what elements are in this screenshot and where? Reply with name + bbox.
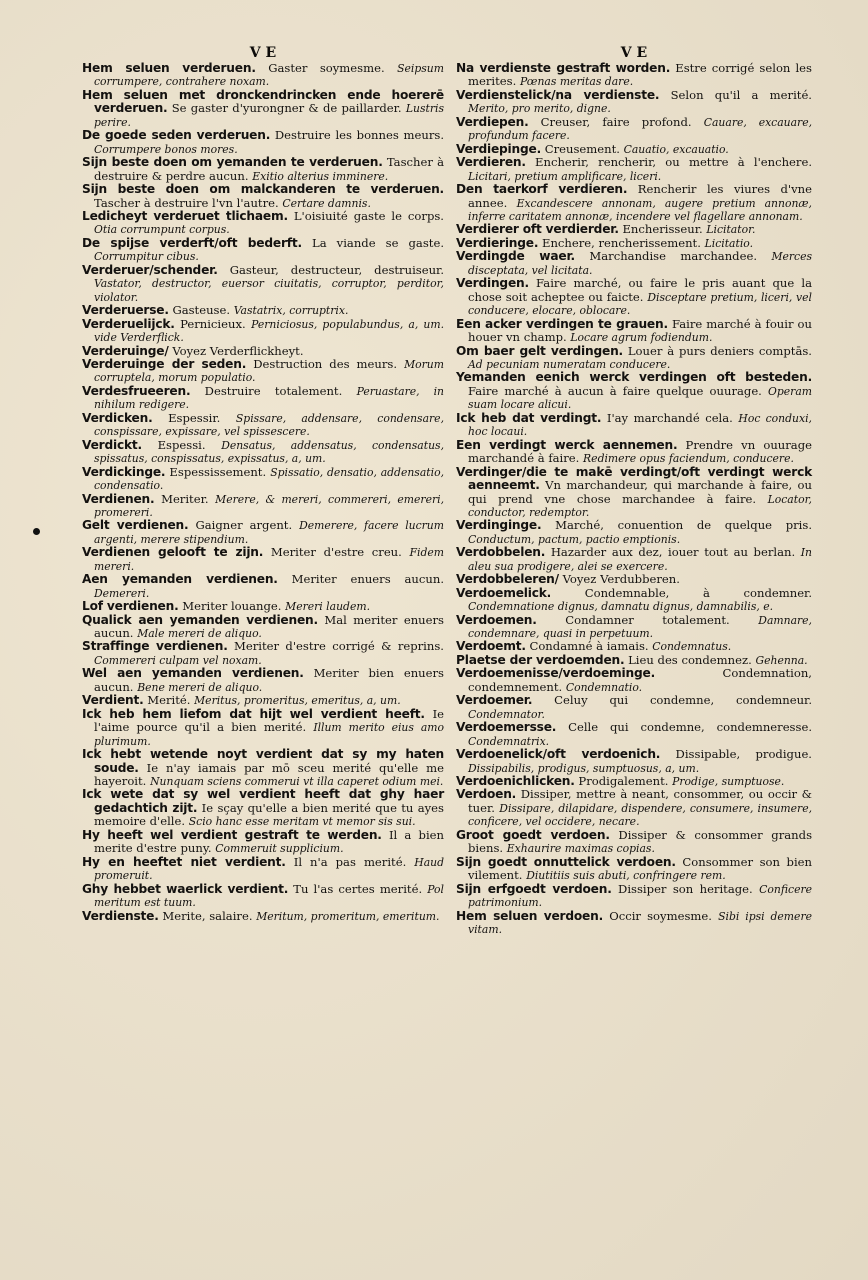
dictionary-entry xyxy=(456,62,812,89)
dictionary-entry xyxy=(456,748,812,775)
entry-latin: Male mereri de aliquo. xyxy=(137,627,262,641)
entry-headword: Na verdienste gestraft worden. xyxy=(456,61,671,75)
entry-french: Destruction des meurs. xyxy=(253,356,398,371)
dictionary-entry xyxy=(82,788,444,828)
entry-headword: De spijse verderft/oft bederft. xyxy=(82,235,302,250)
entry-latin: Cauatio, excauatio. xyxy=(623,142,729,156)
entry-french: Celuy qui condemne, condemneur. xyxy=(554,693,812,708)
entry-french: Meriter d'estre corrigé & reprins. xyxy=(234,639,444,654)
entry-latin: Mereri laudem. xyxy=(285,600,370,614)
dictionary-entry xyxy=(456,667,812,694)
dictionary-entry xyxy=(456,788,812,828)
entry-french: Lieu des condemnez. xyxy=(628,652,752,667)
entry-french: Occir soymesme. xyxy=(609,908,712,923)
entry-latin: Lustris perire. xyxy=(94,102,445,129)
entry-latin: Merere, & mereri, commereri, emereri, promereri. xyxy=(94,492,444,519)
dictionary-entry xyxy=(456,116,812,143)
entry-french: Celle qui condemne, condemneresse. xyxy=(568,720,812,735)
dictionary-entry xyxy=(82,237,444,264)
entry-french: Condamner totalement. xyxy=(565,612,730,627)
dictionary-entry xyxy=(82,614,444,641)
entry-headword: Verderuinge der seden. xyxy=(82,356,247,371)
entry-french: Marchandise marchandee. xyxy=(589,249,758,264)
dictionary-entry xyxy=(456,412,812,439)
entry-latin: Morum corruptela, morum populatio. xyxy=(94,357,445,385)
entry-french: Rencherir les viures d'vne annee. xyxy=(468,182,812,210)
entry-latin: Haud promeruit. xyxy=(94,855,444,883)
dictionary-entry xyxy=(456,318,812,345)
entry-latin: Bene mereri de aliquo. xyxy=(137,680,263,694)
entry-headword: Ick heb hem liefom dat hijt wel verdient heeft. xyxy=(82,706,425,721)
dictionary-entry xyxy=(82,385,444,412)
dictionary-entry xyxy=(456,143,812,156)
entry-headword: Verdoemt. xyxy=(456,639,526,654)
dictionary-entry xyxy=(456,654,812,667)
entry-headword: Verdoemen. xyxy=(456,612,537,627)
dictionary-entry xyxy=(82,304,444,317)
entry-latin: Merito, pro merito, digne. xyxy=(468,102,611,116)
entry-french: Encherir, rencherir, ou mettre à l'enchere. xyxy=(535,155,813,170)
entry-french: Gaster soymesme. xyxy=(268,61,385,75)
entry-headword: Verdienen. xyxy=(82,491,155,506)
entry-headword: Om baer gelt verdingen. xyxy=(456,343,623,358)
entry-headword: Verdoemelick. xyxy=(456,585,552,600)
entry-headword: Een verdingt werck aennemen. xyxy=(456,437,678,452)
dictionary-entry xyxy=(82,600,444,613)
entry-headword: Verdienen gelooft te zijn. xyxy=(82,545,264,560)
entry-french: Creuser, faire profond. xyxy=(540,114,692,129)
entry-latin: Redimere opus faciendum, conducere. xyxy=(583,452,794,466)
dictionary-entry xyxy=(456,587,812,614)
dictionary-entry xyxy=(456,856,812,883)
entry-headword: Verdobbelen. xyxy=(456,545,546,560)
dictionary-entry xyxy=(82,640,444,667)
entry-headword: Verdiepinge. xyxy=(456,141,542,156)
dictionary-entry xyxy=(456,721,812,748)
entry-latin: Conficere patrimonium. xyxy=(468,882,813,910)
entry-french: I'ay marchandé cela. xyxy=(606,410,733,425)
entry-headword: Straffinge verdienen. xyxy=(82,639,228,654)
dictionary-entry xyxy=(82,573,444,600)
dictionary-entry xyxy=(456,466,812,520)
entry-latin: Condemnatus. xyxy=(652,640,732,654)
entry-french: Espessir. xyxy=(168,410,221,425)
dictionary-entry xyxy=(82,694,444,707)
entry-latin: Meritum, promeritum, emeritum. xyxy=(256,909,440,923)
entry-latin: Licitari, pretium amplificare, liceri. xyxy=(468,169,662,183)
entry-latin: Merces disceptata, vel licitata. xyxy=(468,250,813,277)
entry-latin: Hoc conduxi, hoc locaui. xyxy=(468,411,812,439)
entry-french: Espessissement. xyxy=(169,464,267,479)
entry-french: Hazarder aux dez, iouer tout au berlan. xyxy=(550,545,796,560)
dictionary-entry xyxy=(82,546,444,573)
entry-french: Marché, conuention de quelque pris. xyxy=(555,518,813,533)
entry-headword: Verdieringe. xyxy=(456,235,539,250)
entry-french: Tascher à destruire l'vn l'autre. xyxy=(94,195,279,210)
entry-latin: Seipsum corrumpere, contrahere noxam. xyxy=(94,62,444,89)
entry-french: Voyez Verdubberen. xyxy=(562,572,680,587)
entry-headword: Hem seluen verderuen. xyxy=(82,61,256,75)
entry-headword: Ick wete dat sy wel verdient heeft dat ghy haer gedachtich zijt. xyxy=(82,787,444,815)
dictionary-entry xyxy=(456,883,812,910)
right-column-header: V E xyxy=(620,45,648,61)
entry-french: Estre corrigé selon les merites. xyxy=(468,61,812,89)
entry-headword: Ick heb dat verdingt. xyxy=(456,410,602,425)
entry-headword: Verdiepen. xyxy=(456,114,529,129)
entry-headword: Wel aen yemanden verdienen. xyxy=(82,666,304,681)
entry-french: Ie l'aime pource qu'il a bien merité. xyxy=(94,706,445,735)
dictionary-entry xyxy=(82,156,444,183)
entry-latin: Sibi ipsi demere vitam. xyxy=(468,909,812,936)
entry-latin: Licitatio. xyxy=(704,236,754,250)
entry-french: Consommer son bien vilement. xyxy=(468,854,812,883)
entry-french: Meriter. xyxy=(161,491,209,506)
entry-latin: Licitator. xyxy=(706,223,756,237)
entry-headword: Sijn beste doen om yemanden te verderuen. xyxy=(82,155,383,170)
dictionary-entry xyxy=(456,250,812,277)
entry-french: Prendre vn ouurage marchandé à faire. xyxy=(468,437,812,466)
left-column-header: V E xyxy=(249,45,277,61)
entry-latin: Condemnator. xyxy=(468,707,545,721)
entry-latin: Pol meritum est tuum. xyxy=(94,882,444,910)
entry-latin: Densatus, addensatus, condensatus, spissatus, conspissatus, expissatus, a, um. xyxy=(94,438,445,466)
entry-french: Voyez Verderflickheyt. xyxy=(172,343,304,358)
entry-latin: Cauare, excauare, profundum facere. xyxy=(468,115,813,143)
dictionary-entry xyxy=(456,277,812,317)
entry-french: Encherisseur. xyxy=(622,222,703,237)
entry-headword: Verdoemersse. xyxy=(456,720,557,735)
dictionary-entry xyxy=(456,829,812,856)
entry-headword: Sijn erfgoedt verdoen. xyxy=(456,881,612,896)
entry-french: Condemnation, condemnement. xyxy=(468,666,812,694)
entry-headword: Ick hebt wetende noyt verdient dat sy my haten soude. xyxy=(82,747,444,775)
entry-latin: Demerere, facere lucrum argenti, merere stipendium. xyxy=(94,519,445,546)
entry-french: La viande se gaste. xyxy=(312,235,444,250)
entry-french: Gasteuse. xyxy=(172,303,231,318)
dictionary-entry xyxy=(456,345,812,372)
dictionary-entry xyxy=(82,667,444,694)
entry-headword: Verderuer/schender. xyxy=(82,262,218,277)
entry-french: Dissiper son heritage. xyxy=(618,881,753,896)
entry-french: Mal meriter enuers aucun. xyxy=(94,612,444,641)
dictionary-entry xyxy=(456,640,812,653)
entry-french: Gasteur, destructeur, destruiseur. xyxy=(229,262,445,277)
entry-headword: Plaetse der verdoemden. xyxy=(456,652,625,667)
dictionary-entry xyxy=(456,694,812,721)
dictionary-entry xyxy=(456,910,812,937)
entry-latin: Damnare, condemnare, quasi in perpetuum. xyxy=(468,613,812,641)
entry-headword: Verdickt. xyxy=(82,437,142,452)
entry-french: Louer à purs deniers comptās. xyxy=(627,343,812,358)
entry-french: Tu l'as certes merité. xyxy=(293,881,423,896)
entry-headword: Verdoen. xyxy=(456,787,517,802)
entry-french: Vn marchandeur, qui marchande à faire, ou qui prend vne chose marchandee à faire. xyxy=(468,478,813,506)
entry-headword: Verdoenichlicken. xyxy=(456,774,575,789)
entry-headword: Verdingen. xyxy=(456,276,529,291)
dictionary-entry xyxy=(82,910,444,923)
entry-headword: Een acker verdingen te grauen. xyxy=(456,316,668,331)
dictionary-entry xyxy=(456,223,812,236)
dictionary-entry xyxy=(456,183,812,223)
entry-french: Destruire les bonnes meurs. xyxy=(274,128,444,143)
dictionary-entry xyxy=(456,439,812,466)
entry-latin: Pœnas meritas dare. xyxy=(519,75,634,89)
entry-headword: Den taerkorf verdieren. xyxy=(456,182,628,197)
dictionary-entry xyxy=(82,439,444,466)
entry-french: Creusement. xyxy=(544,141,620,156)
entry-latin: Dissipabilis, prodigus, sumptuosus, a, um. xyxy=(468,761,700,775)
entry-latin: Condemnatrix. xyxy=(468,734,550,748)
entry-latin: Dissipare, dilapidare, dispendere, consumere, insumere, conficere, vel occidere, necare. xyxy=(468,801,813,829)
entry-latin: Commereri culpam vel noxam. xyxy=(94,653,262,667)
entry-french: Il a bien merite d'estre puny. xyxy=(94,827,444,856)
entry-french: Meriter louange. xyxy=(182,599,282,614)
entry-french: Il n'a pas merité. xyxy=(293,854,407,869)
entry-french: Se gaster d'yurongner & de paillarder. xyxy=(171,101,402,116)
entry-french: Tascher à destruire & perdre aucun. xyxy=(94,155,444,183)
entry-headword: Verdinginge. xyxy=(456,518,542,533)
entry-latin: Ad pecuniam numeratam conducere. xyxy=(468,357,671,371)
dictionary-entry xyxy=(82,748,444,788)
entry-latin: Conductum, pactum, pactio emptionis. xyxy=(468,532,681,546)
entry-latin: Locator, conductor, redemptor. xyxy=(468,492,812,519)
left-column xyxy=(82,45,444,923)
entry-headword: Hy heeft wel verdient gestraft te werden. xyxy=(82,827,382,842)
entry-latin: Spissatio, densatio, addensatio, condensatio. xyxy=(94,465,445,493)
entry-french: Gaigner argent. xyxy=(195,518,293,533)
entry-headword: Aen yemanden verdienen. xyxy=(82,572,278,587)
entry-headword: Sijn beste doen om malckanderen te verderuen. xyxy=(82,182,444,197)
dictionary-entry xyxy=(82,345,444,358)
entry-french: Dissipable, prodigue. xyxy=(675,747,812,762)
dictionary-entry xyxy=(82,129,444,156)
entry-latin: Nunquam sciens commerui vt illa caperet odium mei. xyxy=(150,775,444,789)
entry-french: Ie n'ay iamais par mō sceu merité qu'elle me hayeroit. xyxy=(94,760,444,789)
entry-french: Espessi. xyxy=(157,437,206,452)
entry-latin: Corrumpere bonos mores. xyxy=(94,142,238,156)
entry-headword: De goede seden verderuen. xyxy=(82,128,271,143)
entry-french: Meriter bien enuers aucun. xyxy=(94,666,444,694)
dictionary-entry xyxy=(82,264,444,304)
entry-french: Selon qu'il a merité. xyxy=(670,87,812,102)
entry-french: Pernicieux. xyxy=(180,316,246,331)
entry-headword: Verdicken. xyxy=(82,410,153,425)
entry-latin: Prodige, sumptuose. xyxy=(672,775,785,789)
entry-latin: Vastatrix, corruptrix. xyxy=(233,304,349,318)
dictionary-entry xyxy=(82,358,444,385)
dictionary-entry xyxy=(82,210,444,237)
entry-french: Condemnable, à condemner. xyxy=(584,585,813,600)
entry-latin: Diutitiis suis abuti, confringere rem. xyxy=(526,869,726,883)
dictionary-entry xyxy=(456,519,812,546)
entry-headword: Ghy hebbet waerlick verdient. xyxy=(82,881,289,896)
entry-headword: Verdienstelick/na verdienste. xyxy=(456,87,660,102)
entry-french: Dissiper & consommer grands biens. xyxy=(468,827,813,856)
dictionary-entry xyxy=(456,775,812,788)
entry-latin: Spissare, addensare, condensare, conspissare, expissare, vel spissescere. xyxy=(94,411,445,439)
entry-french: Ie sçay qu'elle a bien merité que tu ayes memoire d'elle. xyxy=(94,800,444,829)
entry-headword: Hem seluen verdoen. xyxy=(456,908,604,923)
entry-french: Faire marché à fouir ou houer vn champ. xyxy=(468,316,813,345)
right-column xyxy=(456,45,812,936)
entry-french: Condamné à iamais. xyxy=(529,639,649,654)
entry-latin: In aleu sua prodigere, alei se exercere. xyxy=(468,546,812,573)
dictionary-entry xyxy=(82,412,444,439)
dictionary-entry xyxy=(82,89,444,129)
entry-latin: Condemnatione dignus, damnatu dignus, damnabilis, e. xyxy=(468,600,774,614)
entry-headword: Hy en heeftet niet verdient. xyxy=(82,854,286,869)
entry-headword: Qualick aen yemanden verdienen. xyxy=(82,612,318,627)
entry-latin: Exhaurire maximas copias. xyxy=(506,842,655,856)
entry-headword: Verdoemenisse/verdoeminge. xyxy=(456,666,656,681)
entry-latin: Gehenna. xyxy=(755,653,808,667)
entry-latin: Demereri. xyxy=(94,586,150,600)
dictionary-entry xyxy=(82,318,444,345)
dictionary-entry xyxy=(456,614,812,641)
entry-headword: Verdieren. xyxy=(456,155,526,170)
dictionary-entry xyxy=(82,883,444,910)
margin-bullet-mark xyxy=(33,528,40,535)
entry-latin: Exitio alterius imminere. xyxy=(252,169,389,183)
entry-french: Merité. xyxy=(147,693,191,708)
dictionary-entry xyxy=(82,493,444,520)
dictionary-entry xyxy=(82,829,444,856)
entry-headword: Ledicheyt verderuet tlichaem. xyxy=(82,208,288,223)
entry-latin: Locare agrum fodiendum. xyxy=(570,331,713,345)
entry-latin: Certare damnis. xyxy=(282,196,371,210)
entry-latin: Illum merito eius amo plurimum. xyxy=(94,721,445,748)
entry-headword: Sijn goedt onnuttelick verdoen. xyxy=(456,854,676,869)
right-entry-list xyxy=(456,62,812,936)
entry-french: Enchere, rencherissement. xyxy=(541,235,701,250)
entry-latin: Peruastare, in nihilum redigere. xyxy=(94,384,445,412)
entry-french: Meriter d'estre creu. xyxy=(270,545,402,560)
entry-french: Faire marché à aucun à faire quelque ouurage. xyxy=(468,383,762,398)
entry-latin: Disceptare pretium, liceri, vel conducere, elocare, oblocare. xyxy=(468,290,812,318)
entry-latin: Scio hanc esse meritam vt memor sis sui. xyxy=(188,815,416,829)
dictionary-entry xyxy=(456,237,812,250)
dictionary-entry xyxy=(456,546,812,573)
entry-headword: Verderuinge/ xyxy=(82,343,169,358)
entry-french: L'oisiuité gaste le corps. xyxy=(293,208,444,223)
entry-headword: Yemanden eenich werck verdingen oft besteden. xyxy=(456,370,812,385)
entry-latin: Otia corrumpunt corpus. xyxy=(94,223,230,237)
entry-latin: Commeruit supplicium. xyxy=(215,842,344,856)
entry-headword: Verdoemer. xyxy=(456,693,533,708)
left-entry-list xyxy=(82,62,444,923)
entry-headword: Verdingde waer. xyxy=(456,249,575,264)
entry-french: Meriter enuers aucun. xyxy=(291,572,445,587)
dictionary-entry xyxy=(82,466,444,493)
entry-headword: Verdinger/die te makē verdingt/oft verdingt werck aenneemt. xyxy=(456,464,812,493)
entry-headword: Verdierer oft verdierder. xyxy=(456,222,619,237)
entry-headword: Gelt verdienen. xyxy=(82,518,189,533)
entry-latin: Fidem mereri. xyxy=(94,546,445,573)
entry-headword: Verdienste. xyxy=(82,908,159,923)
entry-latin: Excandescere annonam, augere pretium annonæ, inferre caritatem annonæ, incendere vel flagellare annonam. xyxy=(468,196,812,223)
entry-headword: Verderuelijck. xyxy=(82,316,175,331)
entry-headword: Verdient. xyxy=(82,693,144,708)
entry-headword: Verdoenelick/oft verdoenich. xyxy=(456,747,661,762)
entry-latin: Perniciosus, populabundus, a, um. vide Verderflick. xyxy=(94,317,445,345)
entry-latin: Vastator, destructor, euersor ciuitatis, corruptor, perditor, violator. xyxy=(94,277,444,304)
entry-headword: Groot goedt verdoen. xyxy=(456,827,610,842)
dictionary-entry xyxy=(82,708,444,748)
entry-headword: Verdobbeleren/ xyxy=(456,572,559,587)
entry-headword: Hem seluen met dronckendrincken ende hoererē verderuen. xyxy=(82,87,444,116)
entry-french: Faire marché, ou faire le pris auant que la chose soit acheptee ou faicte. xyxy=(468,276,812,304)
dictionary-entry xyxy=(82,856,444,883)
entry-headword: Lof verdienen. xyxy=(82,599,179,614)
entry-latin: Meritus, promeritus, emeritus, a, um. xyxy=(194,694,401,708)
entry-french: Merite, salaire. xyxy=(162,908,253,923)
entry-latin: Condemnatio. xyxy=(565,680,643,694)
dictionary-entry xyxy=(82,183,444,210)
entry-french: Destruire totalement. xyxy=(204,383,343,398)
entry-headword: Verderuerse. xyxy=(82,303,169,318)
dictionary-entry xyxy=(82,519,444,546)
dictionary-entry xyxy=(82,62,444,89)
entry-headword: Verdesfrueeren. xyxy=(82,383,191,398)
entry-latin: Operam suam locare alicui. xyxy=(468,384,812,412)
entry-french: Dissiper, mettre à neant, consommer, ou occir & tuer. xyxy=(468,787,812,815)
entry-french: Prodigalement. xyxy=(578,774,669,789)
dictionary-entry xyxy=(456,89,812,116)
entry-latin: Corrumpitur cibus. xyxy=(94,250,199,264)
entry-headword: Verdickinge. xyxy=(82,464,166,479)
dictionary-entry xyxy=(456,156,812,183)
dictionary-entry xyxy=(456,573,812,586)
dictionary-entry xyxy=(456,371,812,411)
